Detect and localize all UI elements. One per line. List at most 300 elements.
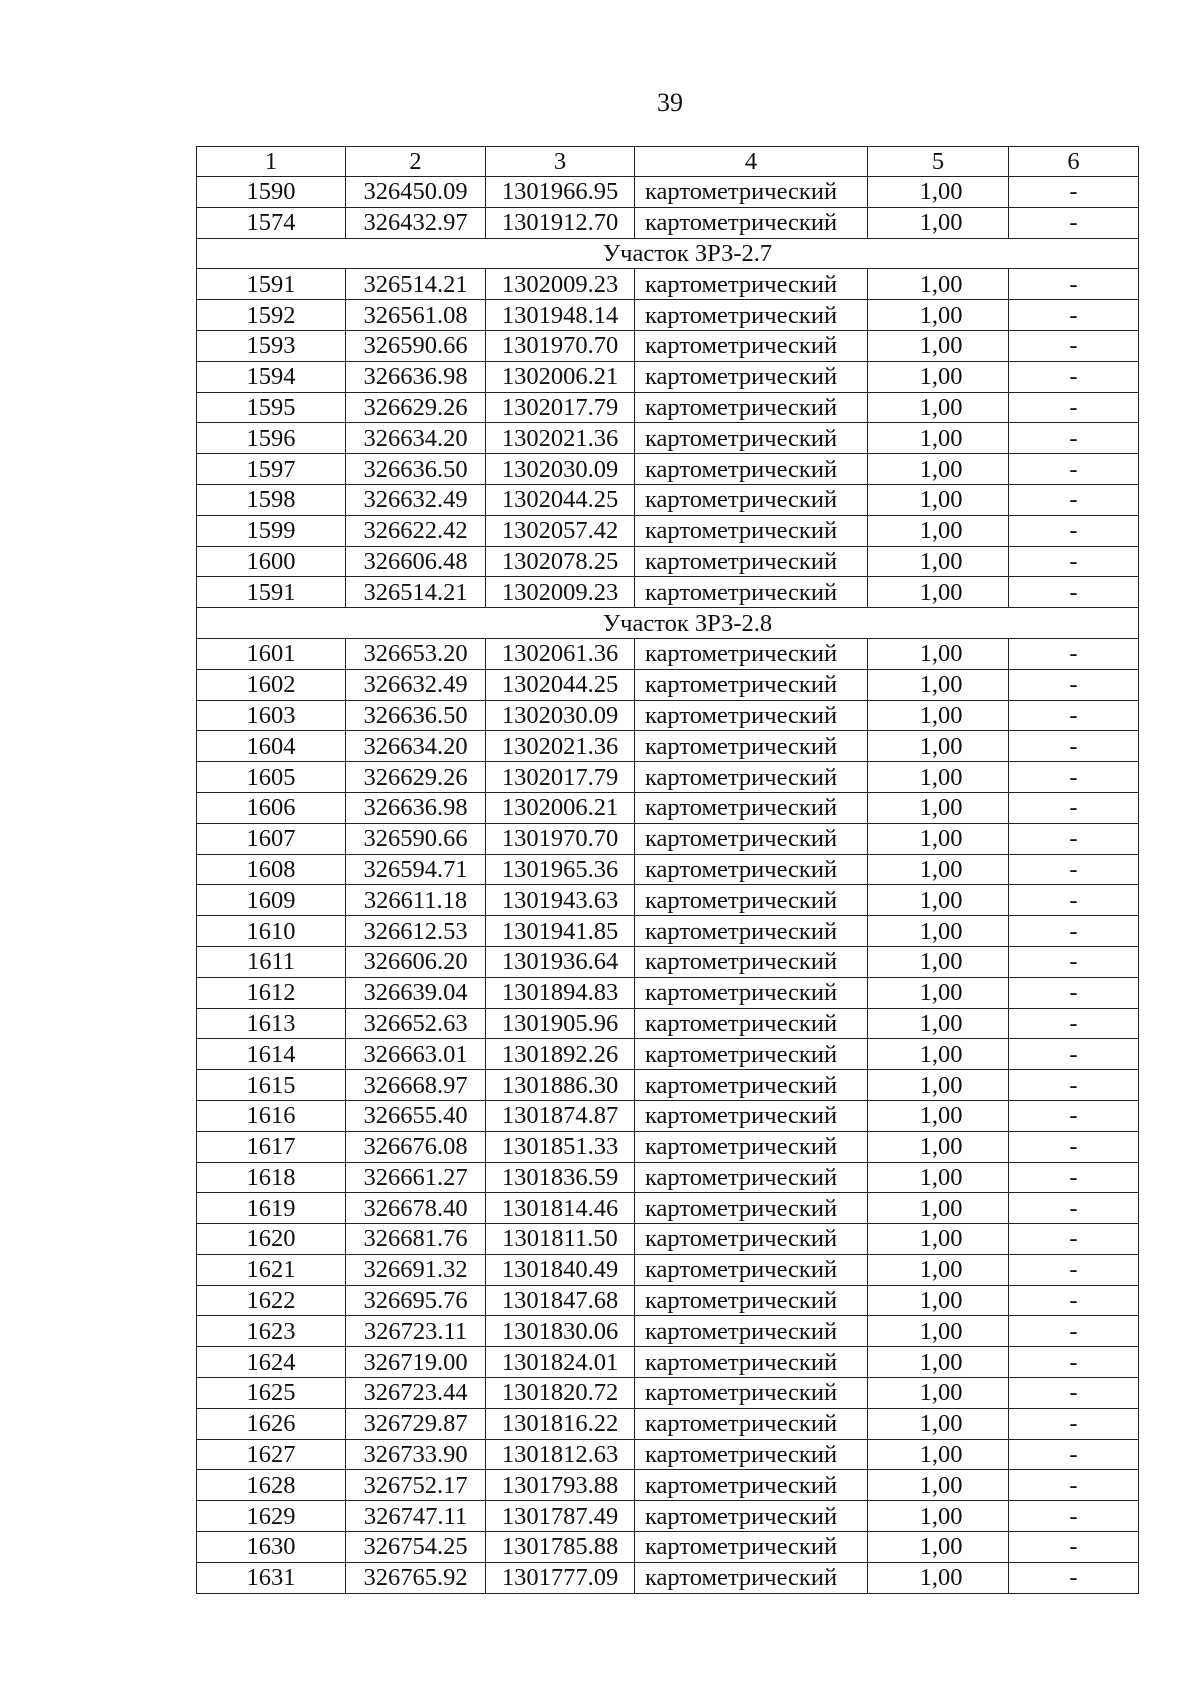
x-coordinate-cell: 326719.00 [346, 1347, 486, 1378]
accuracy-cell: 1,00 [868, 1532, 1009, 1563]
accuracy-cell: 1,00 [868, 484, 1009, 515]
method-cell: картометрический [635, 484, 868, 515]
x-coordinate-cell: 326676.08 [346, 1131, 486, 1162]
note-cell: - [1009, 1501, 1139, 1532]
accuracy-cell: 1,00 [868, 1408, 1009, 1439]
note-cell: - [1009, 823, 1139, 854]
method-cell: картометрический [635, 361, 868, 392]
accuracy-cell: 1,00 [868, 885, 1009, 916]
column-header: 5 [868, 147, 1009, 177]
method-cell: картометрический [635, 792, 868, 823]
note-cell: - [1009, 792, 1139, 823]
method-cell: картометрический [635, 515, 868, 546]
y-coordinate-cell: 1301894.83 [486, 977, 635, 1008]
accuracy-cell: 1,00 [868, 1285, 1009, 1316]
point-number-cell: 1615 [197, 1070, 346, 1101]
method-cell: картометрический [635, 1100, 868, 1131]
note-cell: - [1009, 423, 1139, 454]
point-number-cell: 1603 [197, 700, 346, 731]
table-row [197, 484, 1139, 515]
y-coordinate-cell: 1302078.25 [486, 546, 635, 577]
method-cell: картометрический [635, 1439, 868, 1470]
y-coordinate-cell: 1302006.21 [486, 792, 635, 823]
x-coordinate-cell: 326695.76 [346, 1285, 486, 1316]
coordinates-table [196, 146, 1139, 1594]
table-row [197, 454, 1139, 485]
note-cell: - [1009, 731, 1139, 762]
table-row [197, 177, 1139, 208]
note-cell: - [1009, 854, 1139, 885]
note-cell: - [1009, 177, 1139, 208]
table-row [197, 1254, 1139, 1285]
point-number-cell: 1631 [197, 1562, 346, 1593]
table-row [197, 1193, 1139, 1224]
accuracy-cell: 1,00 [868, 546, 1009, 577]
accuracy-cell: 1,00 [868, 361, 1009, 392]
point-number-cell: 1628 [197, 1470, 346, 1501]
x-coordinate-cell: 326636.50 [346, 700, 486, 731]
y-coordinate-cell: 1301965.36 [486, 854, 635, 885]
point-number-cell: 1611 [197, 946, 346, 977]
y-coordinate-cell: 1301874.87 [486, 1100, 635, 1131]
point-number-cell: 1627 [197, 1439, 346, 1470]
method-cell: картометрический [635, 1224, 868, 1255]
point-number-cell: 1599 [197, 515, 346, 546]
x-coordinate-cell: 326681.76 [346, 1224, 486, 1255]
x-coordinate-cell: 326629.26 [346, 762, 486, 793]
method-cell: картометрический [635, 454, 868, 485]
table-row [197, 269, 1139, 300]
y-coordinate-cell: 1301948.14 [486, 300, 635, 331]
table-row [197, 762, 1139, 793]
method-cell: картометрический [635, 1408, 868, 1439]
accuracy-cell: 1,00 [868, 1316, 1009, 1347]
x-coordinate-cell: 326622.42 [346, 515, 486, 546]
y-coordinate-cell: 1301905.96 [486, 1008, 635, 1039]
method-cell: картометрический [635, 546, 868, 577]
section-title: Участок ЗРЗ-2.8 [197, 608, 1139, 639]
accuracy-cell: 1,00 [868, 1100, 1009, 1131]
method-cell: картометрический [635, 1470, 868, 1501]
accuracy-cell: 1,00 [868, 1501, 1009, 1532]
y-coordinate-cell: 1301851.33 [486, 1131, 635, 1162]
method-cell: картометрический [635, 977, 868, 1008]
x-coordinate-cell: 326632.49 [346, 484, 486, 515]
column-header: 1 [197, 147, 346, 177]
x-coordinate-cell: 326636.98 [346, 361, 486, 392]
y-coordinate-cell: 1301847.68 [486, 1285, 635, 1316]
point-number-cell: 1612 [197, 977, 346, 1008]
table-row [197, 916, 1139, 947]
method-cell: картометрический [635, 669, 868, 700]
x-coordinate-cell: 326663.01 [346, 1039, 486, 1070]
y-coordinate-cell: 1302030.09 [486, 700, 635, 731]
y-coordinate-cell: 1301840.49 [486, 1254, 635, 1285]
y-coordinate-cell: 1301824.01 [486, 1347, 635, 1378]
method-cell: картометрический [635, 392, 868, 423]
method-cell: картометрический [635, 423, 868, 454]
x-coordinate-cell: 326606.48 [346, 546, 486, 577]
note-cell: - [1009, 1100, 1139, 1131]
table-row [197, 700, 1139, 731]
method-cell: картометрический [635, 1193, 868, 1224]
point-number-cell: 1595 [197, 392, 346, 423]
accuracy-cell: 1,00 [868, 515, 1009, 546]
table-row [197, 1224, 1139, 1255]
accuracy-cell: 1,00 [868, 854, 1009, 885]
accuracy-cell: 1,00 [868, 177, 1009, 208]
point-number-cell: 1591 [197, 269, 346, 300]
method-cell: картометрический [635, 1501, 868, 1532]
accuracy-cell: 1,00 [868, 1162, 1009, 1193]
y-coordinate-cell: 1301777.09 [486, 1562, 635, 1593]
table-row [197, 731, 1139, 762]
section-header-row [197, 608, 1139, 639]
point-number-cell: 1618 [197, 1162, 346, 1193]
y-coordinate-cell: 1302044.25 [486, 484, 635, 515]
point-number-cell: 1613 [197, 1008, 346, 1039]
point-number-cell: 1619 [197, 1193, 346, 1224]
y-coordinate-cell: 1301941.85 [486, 916, 635, 947]
point-number-cell: 1591 [197, 577, 346, 608]
note-cell: - [1009, 1532, 1139, 1563]
y-coordinate-cell: 1301886.30 [486, 1070, 635, 1101]
note-cell: - [1009, 269, 1139, 300]
x-coordinate-cell: 326450.09 [346, 177, 486, 208]
x-coordinate-cell: 326629.26 [346, 392, 486, 423]
note-cell: - [1009, 484, 1139, 515]
x-coordinate-cell: 326612.53 [346, 916, 486, 947]
method-cell: картометрический [635, 177, 868, 208]
note-cell: - [1009, 1008, 1139, 1039]
note-cell: - [1009, 762, 1139, 793]
y-coordinate-cell: 1302006.21 [486, 361, 635, 392]
note-cell: - [1009, 1070, 1139, 1101]
y-coordinate-cell: 1301812.63 [486, 1439, 635, 1470]
table-row [197, 1501, 1139, 1532]
x-coordinate-cell: 326636.98 [346, 792, 486, 823]
method-cell: картометрический [635, 700, 868, 731]
x-coordinate-cell: 326561.08 [346, 300, 486, 331]
table-row [197, 300, 1139, 331]
method-cell: картометрический [635, 1378, 868, 1409]
table-row [197, 1100, 1139, 1131]
table-row [197, 1347, 1139, 1378]
x-coordinate-cell: 326634.20 [346, 423, 486, 454]
accuracy-cell: 1,00 [868, 977, 1009, 1008]
x-coordinate-cell: 326514.21 [346, 577, 486, 608]
method-cell: картометрический [635, 638, 868, 669]
method-cell: картометрический [635, 300, 868, 331]
note-cell: - [1009, 207, 1139, 238]
y-coordinate-cell: 1301936.64 [486, 946, 635, 977]
point-number-cell: 1624 [197, 1347, 346, 1378]
accuracy-cell: 1,00 [868, 1254, 1009, 1285]
y-coordinate-cell: 1301814.46 [486, 1193, 635, 1224]
method-cell: картометрический [635, 762, 868, 793]
x-coordinate-cell: 326691.32 [346, 1254, 486, 1285]
note-cell: - [1009, 546, 1139, 577]
table-row [197, 1470, 1139, 1501]
note-cell: - [1009, 1316, 1139, 1347]
x-coordinate-cell: 326634.20 [346, 731, 486, 762]
table-row [197, 1131, 1139, 1162]
point-number-cell: 1620 [197, 1224, 346, 1255]
accuracy-cell: 1,00 [868, 669, 1009, 700]
table-row [197, 1285, 1139, 1316]
note-cell: - [1009, 1347, 1139, 1378]
y-coordinate-cell: 1301966.95 [486, 177, 635, 208]
y-coordinate-cell: 1302030.09 [486, 454, 635, 485]
accuracy-cell: 1,00 [868, 330, 1009, 361]
note-cell: - [1009, 1162, 1139, 1193]
y-coordinate-cell: 1302057.42 [486, 515, 635, 546]
point-number-cell: 1630 [197, 1532, 346, 1563]
table-row [197, 392, 1139, 423]
point-number-cell: 1617 [197, 1131, 346, 1162]
accuracy-cell: 1,00 [868, 1008, 1009, 1039]
note-cell: - [1009, 669, 1139, 700]
point-number-cell: 1606 [197, 792, 346, 823]
x-coordinate-cell: 326653.20 [346, 638, 486, 669]
accuracy-cell: 1,00 [868, 946, 1009, 977]
table-row [197, 207, 1139, 238]
method-cell: картометрический [635, 1562, 868, 1593]
table-row [197, 1408, 1139, 1439]
x-coordinate-cell: 326668.97 [346, 1070, 486, 1101]
accuracy-cell: 1,00 [868, 1378, 1009, 1409]
method-cell: картометрический [635, 1131, 868, 1162]
method-cell: картометрический [635, 1008, 868, 1039]
note-cell: - [1009, 1131, 1139, 1162]
column-header: 3 [486, 147, 635, 177]
y-coordinate-cell: 1302061.36 [486, 638, 635, 669]
note-cell: - [1009, 454, 1139, 485]
point-number-cell: 1625 [197, 1378, 346, 1409]
point-number-cell: 1598 [197, 484, 346, 515]
table-row [197, 1008, 1139, 1039]
table-row [197, 577, 1139, 608]
y-coordinate-cell: 1301816.22 [486, 1408, 635, 1439]
note-cell: - [1009, 885, 1139, 916]
accuracy-cell: 1,00 [868, 1193, 1009, 1224]
method-cell: картометрический [635, 1162, 868, 1193]
method-cell: картометрический [635, 1347, 868, 1378]
table-row [197, 823, 1139, 854]
accuracy-cell: 1,00 [868, 1347, 1009, 1378]
accuracy-cell: 1,00 [868, 916, 1009, 947]
note-cell: - [1009, 1039, 1139, 1070]
note-cell: - [1009, 977, 1139, 1008]
point-number-cell: 1616 [197, 1100, 346, 1131]
x-coordinate-cell: 326765.92 [346, 1562, 486, 1593]
x-coordinate-cell: 326754.25 [346, 1532, 486, 1563]
note-cell: - [1009, 638, 1139, 669]
table-row [197, 361, 1139, 392]
point-number-cell: 1597 [197, 454, 346, 485]
point-number-cell: 1623 [197, 1316, 346, 1347]
note-cell: - [1009, 330, 1139, 361]
x-coordinate-cell: 326661.27 [346, 1162, 486, 1193]
method-cell: картометрический [635, 1039, 868, 1070]
y-coordinate-cell: 1301892.26 [486, 1039, 635, 1070]
y-coordinate-cell: 1302021.36 [486, 423, 635, 454]
method-cell: картометрический [635, 1532, 868, 1563]
y-coordinate-cell: 1302044.25 [486, 669, 635, 700]
method-cell: картометрический [635, 577, 868, 608]
x-coordinate-cell: 326723.11 [346, 1316, 486, 1347]
point-number-cell: 1609 [197, 885, 346, 916]
accuracy-cell: 1,00 [868, 823, 1009, 854]
x-coordinate-cell: 326632.49 [346, 669, 486, 700]
y-coordinate-cell: 1301943.63 [486, 885, 635, 916]
point-number-cell: 1622 [197, 1285, 346, 1316]
table-row [197, 792, 1139, 823]
table-row [197, 638, 1139, 669]
y-coordinate-cell: 1302009.23 [486, 269, 635, 300]
point-number-cell: 1621 [197, 1254, 346, 1285]
table-row [197, 885, 1139, 916]
accuracy-cell: 1,00 [868, 207, 1009, 238]
accuracy-cell: 1,00 [868, 454, 1009, 485]
point-number-cell: 1600 [197, 546, 346, 577]
y-coordinate-cell: 1301836.59 [486, 1162, 635, 1193]
table-row [197, 977, 1139, 1008]
note-cell: - [1009, 1408, 1139, 1439]
accuracy-cell: 1,00 [868, 731, 1009, 762]
table-row [197, 1316, 1139, 1347]
accuracy-cell: 1,00 [868, 638, 1009, 669]
method-cell: картометрический [635, 916, 868, 947]
point-number-cell: 1592 [197, 300, 346, 331]
accuracy-cell: 1,00 [868, 269, 1009, 300]
note-cell: - [1009, 577, 1139, 608]
accuracy-cell: 1,00 [868, 300, 1009, 331]
accuracy-cell: 1,00 [868, 1070, 1009, 1101]
table-row [197, 1070, 1139, 1101]
accuracy-cell: 1,00 [868, 423, 1009, 454]
x-coordinate-cell: 326432.97 [346, 207, 486, 238]
accuracy-cell: 1,00 [868, 392, 1009, 423]
point-number-cell: 1610 [197, 916, 346, 947]
y-coordinate-cell: 1302017.79 [486, 392, 635, 423]
table-row [197, 1532, 1139, 1563]
accuracy-cell: 1,00 [868, 1039, 1009, 1070]
note-cell: - [1009, 1378, 1139, 1409]
x-coordinate-cell: 326590.66 [346, 823, 486, 854]
point-number-cell: 1590 [197, 177, 346, 208]
note-cell: - [1009, 515, 1139, 546]
table-header-row [197, 147, 1139, 177]
method-cell: картометрический [635, 854, 868, 885]
point-number-cell: 1605 [197, 762, 346, 793]
x-coordinate-cell: 326514.21 [346, 269, 486, 300]
x-coordinate-cell: 326611.18 [346, 885, 486, 916]
point-number-cell: 1626 [197, 1408, 346, 1439]
table-row [197, 946, 1139, 977]
note-cell: - [1009, 916, 1139, 947]
x-coordinate-cell: 326678.40 [346, 1193, 486, 1224]
section-title: Участок ЗРЗ-2.7 [197, 238, 1139, 269]
column-header: 2 [346, 147, 486, 177]
point-number-cell: 1596 [197, 423, 346, 454]
note-cell: - [1009, 392, 1139, 423]
point-number-cell: 1608 [197, 854, 346, 885]
y-coordinate-cell: 1301820.72 [486, 1378, 635, 1409]
method-cell: картометрический [635, 1070, 868, 1101]
table-row [197, 1378, 1139, 1409]
y-coordinate-cell: 1302021.36 [486, 731, 635, 762]
note-cell: - [1009, 1285, 1139, 1316]
x-coordinate-cell: 326636.50 [346, 454, 486, 485]
x-coordinate-cell: 326606.20 [346, 946, 486, 977]
y-coordinate-cell: 1301830.06 [486, 1316, 635, 1347]
x-coordinate-cell: 326639.04 [346, 977, 486, 1008]
x-coordinate-cell: 326747.11 [346, 1501, 486, 1532]
point-number-cell: 1629 [197, 1501, 346, 1532]
point-number-cell: 1602 [197, 669, 346, 700]
table-body [197, 147, 1139, 1594]
table-row [197, 546, 1139, 577]
x-coordinate-cell: 326723.44 [346, 1378, 486, 1409]
method-cell: картометрический [635, 1316, 868, 1347]
point-number-cell: 1614 [197, 1039, 346, 1070]
note-cell: - [1009, 300, 1139, 331]
method-cell: картометрический [635, 946, 868, 977]
x-coordinate-cell: 326752.17 [346, 1470, 486, 1501]
point-number-cell: 1604 [197, 731, 346, 762]
method-cell: картометрический [635, 1285, 868, 1316]
x-coordinate-cell: 326655.40 [346, 1100, 486, 1131]
accuracy-cell: 1,00 [868, 1439, 1009, 1470]
note-cell: - [1009, 1562, 1139, 1593]
accuracy-cell: 1,00 [868, 1562, 1009, 1593]
method-cell: картометрический [635, 330, 868, 361]
table-row [197, 1562, 1139, 1593]
table-row [197, 515, 1139, 546]
x-coordinate-cell: 326594.71 [346, 854, 486, 885]
method-cell: картометрический [635, 269, 868, 300]
column-header: 4 [635, 147, 868, 177]
method-cell: картометрический [635, 823, 868, 854]
table-row [197, 1039, 1139, 1070]
note-cell: - [1009, 1470, 1139, 1501]
table-row [197, 1162, 1139, 1193]
accuracy-cell: 1,00 [868, 700, 1009, 731]
method-cell: картометрический [635, 1254, 868, 1285]
accuracy-cell: 1,00 [868, 1131, 1009, 1162]
accuracy-cell: 1,00 [868, 1470, 1009, 1501]
table-row [197, 330, 1139, 361]
note-cell: - [1009, 1224, 1139, 1255]
y-coordinate-cell: 1301787.49 [486, 1501, 635, 1532]
y-coordinate-cell: 1301912.70 [486, 207, 635, 238]
note-cell: - [1009, 361, 1139, 392]
accuracy-cell: 1,00 [868, 577, 1009, 608]
note-cell: - [1009, 1254, 1139, 1285]
note-cell: - [1009, 946, 1139, 977]
y-coordinate-cell: 1301785.88 [486, 1532, 635, 1563]
accuracy-cell: 1,00 [868, 1224, 1009, 1255]
column-header: 6 [1009, 147, 1139, 177]
x-coordinate-cell: 326652.63 [346, 1008, 486, 1039]
accuracy-cell: 1,00 [868, 792, 1009, 823]
y-coordinate-cell: 1301793.88 [486, 1470, 635, 1501]
note-cell: - [1009, 1193, 1139, 1224]
section-header-row [197, 238, 1139, 269]
note-cell: - [1009, 1439, 1139, 1470]
page-number: 39 [657, 88, 683, 117]
